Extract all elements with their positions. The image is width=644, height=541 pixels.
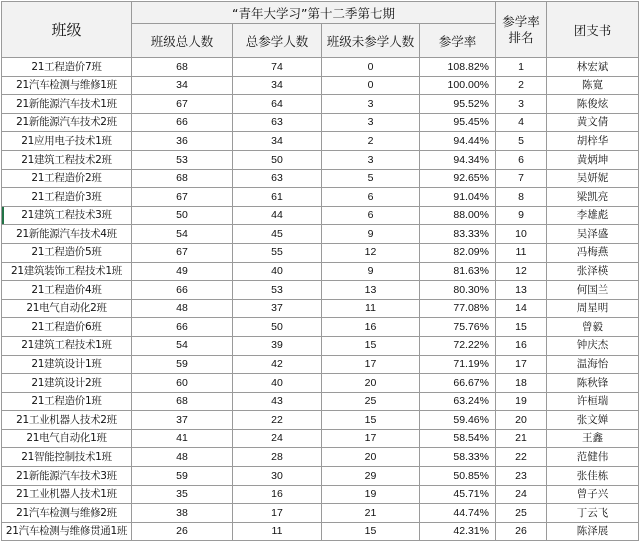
- cell-participants[interactable]: 63: [233, 113, 322, 132]
- cell-branch-secretary[interactable]: 张文婵: [547, 411, 639, 430]
- cell-total[interactable]: 38: [132, 504, 233, 523]
- cell-class-name[interactable]: 21工程造价4班: [2, 281, 132, 300]
- cell-branch-secretary[interactable]: 张泽楧: [547, 262, 639, 281]
- cell-non-participants[interactable]: 12: [322, 243, 420, 262]
- table-row: [2, 243, 639, 262]
- cell-total[interactable]: 36: [132, 132, 233, 151]
- cell-rank[interactable]: 20: [496, 411, 547, 430]
- cell-total[interactable]: 50: [132, 206, 233, 225]
- cell-rate[interactable]: 88.00%: [420, 206, 496, 225]
- cell-participants[interactable]: 30: [233, 467, 322, 486]
- cell-branch-secretary[interactable]: 曾子兴: [547, 485, 639, 504]
- cell-branch-secretary[interactable]: 黄文倩: [547, 113, 639, 132]
- cell-class-name[interactable]: 21建筑设计2班: [2, 374, 132, 393]
- cell-total[interactable]: 35: [132, 485, 233, 504]
- cell-rank[interactable]: 4: [496, 113, 547, 132]
- cell-branch-secretary[interactable]: 周星明: [547, 299, 639, 318]
- cell-branch-secretary[interactable]: 陈俊炫: [547, 95, 639, 114]
- cell-participants[interactable]: 50: [233, 318, 322, 337]
- cell-total[interactable]: 66: [132, 113, 233, 132]
- cell-non-participants[interactable]: 0: [322, 58, 420, 77]
- cell-participants[interactable]: 44: [233, 206, 322, 225]
- cell-rank[interactable]: 2: [496, 76, 547, 95]
- table-row: [2, 504, 639, 523]
- cell-total[interactable]: 26: [132, 522, 233, 541]
- cell-participants[interactable]: 40: [233, 262, 322, 281]
- table-row: [2, 188, 639, 207]
- cell-non-participants[interactable]: 29: [322, 467, 420, 486]
- cell-rate[interactable]: 83.33%: [420, 225, 496, 244]
- cell-rate[interactable]: 94.34%: [420, 150, 496, 169]
- header-rank-text: 参学率排名: [502, 13, 540, 45]
- table-body: [2, 58, 639, 541]
- table-row: [2, 374, 639, 393]
- cell-rank[interactable]: 21: [496, 429, 547, 448]
- cell-rank[interactable]: 7: [496, 169, 547, 188]
- cell-non-participants[interactable]: 3: [322, 150, 420, 169]
- cell-non-participants[interactable]: 2: [322, 132, 420, 151]
- cell-total[interactable]: 59: [132, 467, 233, 486]
- cell-non-participants[interactable]: 15: [322, 411, 420, 430]
- header-participants: 总参学人数: [233, 24, 322, 58]
- cell-class-name[interactable]: 21工业机器人技术1班: [2, 485, 132, 504]
- table-row: [2, 206, 639, 225]
- cell-class-name[interactable]: 21汽车检测与维修贯通1班: [2, 522, 132, 541]
- cell-class-name[interactable]: 21建筑装饰工程技术1班: [2, 262, 132, 281]
- cell-rate[interactable]: 80.30%: [420, 281, 496, 300]
- table-row: [2, 132, 639, 151]
- table-row: [2, 355, 639, 374]
- header-class: 班级: [2, 2, 132, 58]
- cell-non-participants[interactable]: 17: [322, 429, 420, 448]
- cell-class-name[interactable]: 21建筑工程技术3班: [2, 206, 132, 225]
- table-row: [2, 150, 639, 169]
- cell-rank[interactable]: 3: [496, 95, 547, 114]
- cell-participants[interactable]: 43: [233, 392, 322, 411]
- cell-total[interactable]: 67: [132, 95, 233, 114]
- cell-class-name[interactable]: 21工业机器人技术2班: [2, 411, 132, 430]
- cell-rate[interactable]: 45.71%: [420, 485, 496, 504]
- cell-rank[interactable]: 6: [496, 150, 547, 169]
- cell-participants[interactable]: 45: [233, 225, 322, 244]
- cell-total[interactable]: 41: [132, 429, 233, 448]
- cell-branch-secretary[interactable]: 林宏斌: [547, 58, 639, 77]
- table-row: [2, 411, 639, 430]
- cell-rank[interactable]: 25: [496, 504, 547, 523]
- cell-non-participants[interactable]: 19: [322, 485, 420, 504]
- cell-total[interactable]: 53: [132, 150, 233, 169]
- cell-participants[interactable]: 16: [233, 485, 322, 504]
- cell-total[interactable]: 68: [132, 169, 233, 188]
- cell-non-participants[interactable]: 21: [322, 504, 420, 523]
- cell-rate[interactable]: 94.44%: [420, 132, 496, 151]
- cell-total[interactable]: 48: [132, 448, 233, 467]
- table-row: [2, 448, 639, 467]
- table-row: [2, 281, 639, 300]
- table-row: [2, 225, 639, 244]
- cell-participants[interactable]: 74: [233, 58, 322, 77]
- cell-branch-secretary[interactable]: 丁云飞: [547, 504, 639, 523]
- cell-non-participants[interactable]: 0: [322, 76, 420, 95]
- cell-class-name[interactable]: 21工程造价5班: [2, 243, 132, 262]
- cell-branch-secretary[interactable]: 何国兰: [547, 281, 639, 300]
- cell-branch-secretary[interactable]: 王鑫: [547, 429, 639, 448]
- cell-rate[interactable]: 91.04%: [420, 188, 496, 207]
- cell-rate[interactable]: 58.33%: [420, 448, 496, 467]
- header-rank: [496, 2, 547, 58]
- cell-total[interactable]: 67: [132, 188, 233, 207]
- cell-participants[interactable]: 34: [233, 76, 322, 95]
- cell-rate[interactable]: 82.09%: [420, 243, 496, 262]
- cell-rank[interactable]: 9: [496, 206, 547, 225]
- cell-rank[interactable]: 23: [496, 467, 547, 486]
- header-total: 班级总人数: [132, 24, 233, 58]
- table-row: [2, 522, 639, 541]
- cell-participants[interactable]: 34: [233, 132, 322, 151]
- cell-branch-secretary[interactable]: 许桓瑞: [547, 392, 639, 411]
- cell-non-participants[interactable]: 9: [322, 225, 420, 244]
- cell-rank[interactable]: 1: [496, 58, 547, 77]
- cell-total[interactable]: 68: [132, 58, 233, 77]
- cell-class-name[interactable]: 21工程造价3班: [2, 188, 132, 207]
- cell-total[interactable]: 37: [132, 411, 233, 430]
- cell-class-name[interactable]: 21建筑工程技术2班: [2, 150, 132, 169]
- cell-branch-secretary[interactable]: 陈泽展: [547, 522, 639, 541]
- cell-participants[interactable]: 17: [233, 504, 322, 523]
- table-row: [2, 76, 639, 95]
- cell-class-name[interactable]: 21应用电子技术1班: [2, 132, 132, 151]
- cell-branch-secretary[interactable]: 张佳栋: [547, 467, 639, 486]
- cell-branch-secretary[interactable]: 陈寛: [547, 76, 639, 95]
- cell-participants[interactable]: 37: [233, 299, 322, 318]
- cell-branch-secretary[interactable]: 冯梅燕: [547, 243, 639, 262]
- header-branch-secretary: 团支书: [547, 2, 639, 58]
- cell-rate[interactable]: 72.22%: [420, 336, 496, 355]
- table-row: [2, 318, 639, 337]
- cell-class-name[interactable]: 21新能源汽车技术1班: [2, 95, 132, 114]
- cell-class-name[interactable]: 21汽车检测与维修2班: [2, 504, 132, 523]
- cell-rate[interactable]: 71.19%: [420, 355, 496, 374]
- cell-class-name[interactable]: 21电气自动化1班: [2, 429, 132, 448]
- cell-rate[interactable]: 81.63%: [420, 262, 496, 281]
- header-period-title: “青年大学习”第十二季第七期: [132, 2, 496, 24]
- cell-non-participants[interactable]: 5: [322, 169, 420, 188]
- cell-total[interactable]: 59: [132, 355, 233, 374]
- cell-non-participants[interactable]: 15: [322, 522, 420, 541]
- cell-class-name[interactable]: 21汽车检测与维修1班: [2, 76, 132, 95]
- cell-class-name[interactable]: 21新能源汽车技术4班: [2, 225, 132, 244]
- cell-non-participants[interactable]: 13: [322, 281, 420, 300]
- cell-branch-secretary[interactable]: 陈秋锋: [547, 374, 639, 393]
- table-row: [2, 392, 639, 411]
- table-row: [2, 485, 639, 504]
- cell-branch-secretary[interactable]: 梁凯亮: [547, 188, 639, 207]
- cell-branch-secretary[interactable]: 曾毅: [547, 318, 639, 337]
- table-row: [2, 336, 639, 355]
- cell-rate[interactable]: 58.54%: [420, 429, 496, 448]
- cell-rate[interactable]: 44.74%: [420, 504, 496, 523]
- cell-participants[interactable]: 63: [233, 169, 322, 188]
- cell-rate[interactable]: 63.24%: [420, 392, 496, 411]
- cell-rank[interactable]: 10: [496, 225, 547, 244]
- cell-total[interactable]: 66: [132, 281, 233, 300]
- cell-non-participants[interactable]: 3: [322, 95, 420, 114]
- cell-rank[interactable]: 26: [496, 522, 547, 541]
- cell-rate[interactable]: 92.65%: [420, 169, 496, 188]
- cell-participants[interactable]: 28: [233, 448, 322, 467]
- table-row: [2, 113, 639, 132]
- cell-participants[interactable]: 24: [233, 429, 322, 448]
- cell-total[interactable]: 67: [132, 243, 233, 262]
- cell-rate[interactable]: 77.08%: [420, 299, 496, 318]
- cell-branch-secretary[interactable]: 李雄彪: [547, 206, 639, 225]
- cell-rate[interactable]: 95.45%: [420, 113, 496, 132]
- cell-non-participants[interactable]: 17: [322, 355, 420, 374]
- cell-rate[interactable]: 50.85%: [420, 467, 496, 486]
- table-row: [2, 262, 639, 281]
- header-rate: 参学率: [420, 24, 496, 58]
- cell-rate[interactable]: 42.31%: [420, 522, 496, 541]
- cell-rank[interactable]: 17: [496, 355, 547, 374]
- header-non-participants: 班级未参学人数: [322, 24, 420, 58]
- table-header: [2, 2, 639, 58]
- cell-rank[interactable]: 11: [496, 243, 547, 262]
- cell-rank[interactable]: 8: [496, 188, 547, 207]
- cell-total[interactable]: 34: [132, 76, 233, 95]
- cell-total[interactable]: 54: [132, 336, 233, 355]
- cell-non-participants[interactable]: 20: [322, 448, 420, 467]
- cell-total[interactable]: 60: [132, 374, 233, 393]
- cell-branch-secretary[interactable]: 温海怡: [547, 355, 639, 374]
- cell-participants[interactable]: 42: [233, 355, 322, 374]
- cell-class-name[interactable]: 21建筑设计1班: [2, 355, 132, 374]
- table-row: [2, 58, 639, 77]
- cell-class-name[interactable]: 21电气自动化2班: [2, 299, 132, 318]
- cell-class-name[interactable]: 21工程造价1班: [2, 392, 132, 411]
- cell-rank[interactable]: 18: [496, 374, 547, 393]
- cell-class-name[interactable]: 21工程造价7班: [2, 58, 132, 77]
- cell-class-name[interactable]: 21工程造价2班: [2, 169, 132, 188]
- cell-class-name[interactable]: 21建筑工程技术1班: [2, 336, 132, 355]
- cell-non-participants[interactable]: 9: [322, 262, 420, 281]
- cell-rank[interactable]: 13: [496, 281, 547, 300]
- cell-rank[interactable]: 12: [496, 262, 547, 281]
- cell-participants[interactable]: 22: [233, 411, 322, 430]
- cell-class-name[interactable]: 21新能源汽车技术3班: [2, 467, 132, 486]
- cell-total[interactable]: 48: [132, 299, 233, 318]
- cell-participants[interactable]: 50: [233, 150, 322, 169]
- cell-branch-secretary[interactable]: 范健伟: [547, 448, 639, 467]
- table-row: [2, 429, 639, 448]
- cell-rate[interactable]: 59.46%: [420, 411, 496, 430]
- cell-non-participants[interactable]: 25: [322, 392, 420, 411]
- cell-rank[interactable]: 22: [496, 448, 547, 467]
- cell-rank[interactable]: 19: [496, 392, 547, 411]
- cell-rate[interactable]: 108.82%: [420, 58, 496, 77]
- table-row: [2, 467, 639, 486]
- cell-total[interactable]: 68: [132, 392, 233, 411]
- cell-branch-secretary[interactable]: 黄炳坤: [547, 150, 639, 169]
- cell-rate[interactable]: 75.76%: [420, 318, 496, 337]
- cell-participants[interactable]: 64: [233, 95, 322, 114]
- cell-participants[interactable]: 53: [233, 281, 322, 300]
- cell-total[interactable]: 66: [132, 318, 233, 337]
- cell-non-participants[interactable]: 11: [322, 299, 420, 318]
- table-row: [2, 299, 639, 318]
- cell-participants[interactable]: 40: [233, 374, 322, 393]
- cell-non-participants[interactable]: 6: [322, 206, 420, 225]
- cell-non-participants[interactable]: 20: [322, 374, 420, 393]
- cell-non-participants[interactable]: 15: [322, 336, 420, 355]
- cell-participants[interactable]: 61: [233, 188, 322, 207]
- cell-branch-secretary[interactable]: 吴泽盛: [547, 225, 639, 244]
- cell-participants[interactable]: 39: [233, 336, 322, 355]
- participation-table: [1, 1, 639, 541]
- cell-rate[interactable]: 100.00%: [420, 76, 496, 95]
- table-row: [2, 95, 639, 114]
- cell-rank[interactable]: 15: [496, 318, 547, 337]
- cell-total[interactable]: 54: [132, 225, 233, 244]
- cell-rank[interactable]: 14: [496, 299, 547, 318]
- cell-rank[interactable]: 16: [496, 336, 547, 355]
- cell-non-participants[interactable]: 3: [322, 113, 420, 132]
- cell-class-name[interactable]: 21新能源汽车技术2班: [2, 113, 132, 132]
- cell-rank[interactable]: 24: [496, 485, 547, 504]
- cell-branch-secretary[interactable]: 钟庆杰: [547, 336, 639, 355]
- cell-non-participants[interactable]: 16: [322, 318, 420, 337]
- table-row: [2, 169, 639, 188]
- cell-rank[interactable]: 5: [496, 132, 547, 151]
- cell-non-participants[interactable]: 6: [322, 188, 420, 207]
- cell-participants[interactable]: 11: [233, 522, 322, 541]
- cell-total[interactable]: 49: [132, 262, 233, 281]
- cell-rate[interactable]: 95.52%: [420, 95, 496, 114]
- cell-participants[interactable]: 55: [233, 243, 322, 262]
- cell-branch-secretary[interactable]: 吴妍妮: [547, 169, 639, 188]
- cell-branch-secretary[interactable]: 胡梓华: [547, 132, 639, 151]
- cell-rate[interactable]: 66.67%: [420, 374, 496, 393]
- cell-class-name[interactable]: 21智能控制技术1班: [2, 448, 132, 467]
- cell-class-name[interactable]: 21工程造价6班: [2, 318, 132, 337]
